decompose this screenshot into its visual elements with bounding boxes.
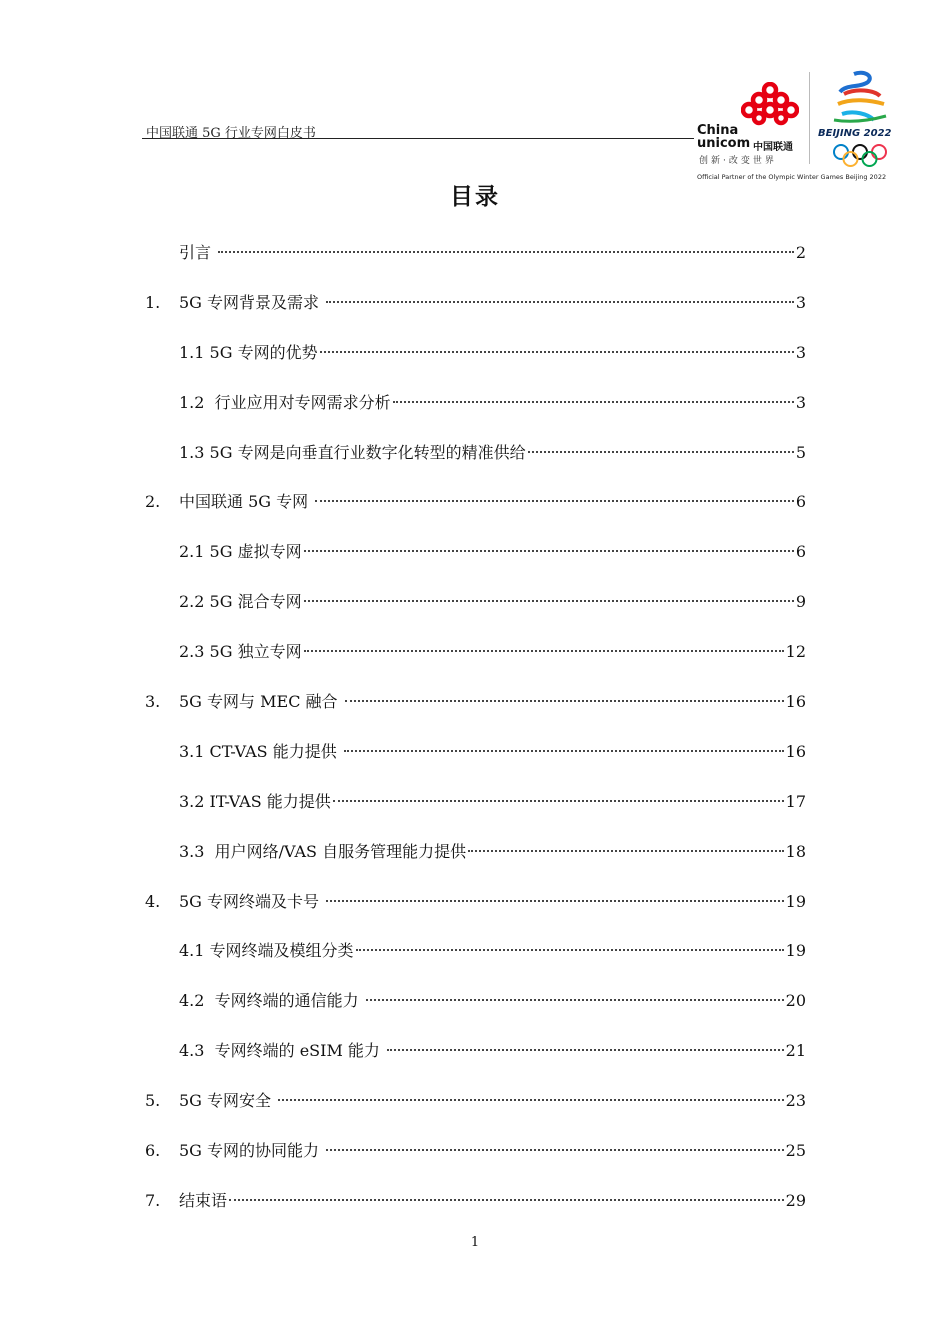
toc-dot-leader bbox=[528, 451, 794, 453]
toc-entry[interactable] bbox=[145, 388, 806, 438]
toc-entry-page: 2 bbox=[795, 243, 806, 262]
toc-entry[interactable] bbox=[145, 936, 806, 986]
toc-entry[interactable] bbox=[145, 537, 806, 587]
toc-entry-label: 2.1 5G 虚拟专网 bbox=[179, 542, 302, 562]
toc-entry-page: 9 bbox=[795, 592, 806, 612]
toc-dot-leader bbox=[304, 600, 794, 602]
toc-dot-leader bbox=[344, 750, 784, 752]
toc-entry-page: 19 bbox=[785, 891, 806, 911]
toc-entry[interactable] bbox=[145, 787, 806, 837]
toc-entry[interactable] bbox=[145, 1086, 806, 1136]
toc-entry-label: 中国联通 5G 专网 bbox=[179, 492, 314, 512]
toc-entry-page: 3 bbox=[795, 392, 806, 412]
beijing-2022-emblem-icon bbox=[824, 70, 896, 126]
toc-dot-leader bbox=[468, 850, 784, 852]
toc-dot-leader bbox=[326, 900, 784, 902]
toc-dot-leader bbox=[393, 401, 794, 403]
toc-entry-label: 3.3 用户网络/VAS 自服务管理能力提供 bbox=[179, 841, 467, 861]
unicom-brand-cn: 中国联通 bbox=[753, 142, 793, 153]
page-number: 1 bbox=[470, 1235, 480, 1250]
toc-entry-page: 16 bbox=[785, 692, 806, 712]
toc-entry-label: 5G 专网的协同能力 bbox=[179, 1141, 325, 1161]
toc-entry-page: 20 bbox=[785, 991, 806, 1011]
toc-entry-label: 引言 bbox=[179, 243, 217, 262]
toc-entry-page: 23 bbox=[785, 1091, 806, 1111]
toc-entry-page: 21 bbox=[785, 1041, 806, 1061]
toc-entry-label: 5G 专网安全 bbox=[179, 1091, 277, 1111]
china-unicom-knot-logo-icon bbox=[741, 82, 799, 126]
toc-dot-leader bbox=[345, 700, 784, 702]
toc-dot-leader bbox=[356, 949, 784, 951]
toc-entry[interactable] bbox=[145, 1036, 806, 1086]
toc-title: 目录 bbox=[450, 183, 500, 210]
toc-entry-page: 3 bbox=[795, 342, 806, 362]
toc-entry-label: 3.1 CT-VAS 能力提供 bbox=[179, 741, 342, 761]
toc-entry-page: 16 bbox=[785, 741, 806, 761]
toc-entry[interactable] bbox=[145, 986, 806, 1036]
toc-entry[interactable] bbox=[145, 737, 806, 787]
toc-entry-page: 29 bbox=[785, 1190, 806, 1210]
toc-entry-label: 5G 专网终端及卡号 bbox=[179, 891, 325, 911]
toc-entry-number: 3. bbox=[145, 692, 161, 712]
toc-dot-leader bbox=[304, 550, 794, 552]
toc-entry-label: 1.2 行业应用对专网需求分析 bbox=[179, 392, 391, 412]
toc-entry-label: 结束语 bbox=[179, 1190, 228, 1210]
toc-dot-leader bbox=[320, 351, 794, 353]
toc-entry[interactable] bbox=[145, 687, 806, 737]
page-header bbox=[142, 68, 902, 188]
toc-entry[interactable] bbox=[145, 238, 806, 288]
toc-entry-label: 4.3 专网终端的 eSIM 能力 bbox=[179, 1041, 386, 1061]
toc-entry-number: 4. bbox=[145, 891, 161, 911]
beijing-2022-text: BEIJING 2022 bbox=[818, 128, 892, 139]
toc-entry-page: 25 bbox=[785, 1141, 806, 1161]
toc-entry-page: 5 bbox=[795, 442, 806, 462]
toc-entry[interactable] bbox=[145, 837, 806, 887]
toc-entry-label: 5G 专网与 MEC 融合 bbox=[179, 692, 343, 712]
toc-entry-number: 2. bbox=[145, 492, 161, 512]
toc-entry-page: 12 bbox=[785, 642, 806, 662]
toc-dot-leader bbox=[326, 1149, 784, 1151]
toc-entry-number: 5. bbox=[145, 1091, 161, 1111]
header-rule bbox=[142, 138, 694, 139]
toc-dot-leader bbox=[326, 301, 794, 303]
toc-entry[interactable] bbox=[145, 1186, 806, 1236]
toc-entry-label: 5G 专网背景及需求 bbox=[179, 292, 325, 312]
toc-entry-number: 6. bbox=[145, 1141, 161, 1161]
toc-entry-number: 1. bbox=[145, 292, 161, 312]
document-title: 中国联通 5G 行业专网白皮书 bbox=[146, 126, 316, 141]
toc-entry-page: 17 bbox=[785, 791, 806, 811]
toc-entry-label: 1.3 5G 专网是向垂直行业数字化转型的精准供给 bbox=[179, 442, 526, 462]
olympic-rings-icon bbox=[832, 144, 888, 168]
toc-dot-leader bbox=[278, 1099, 784, 1101]
toc-entry-label: 3.2 IT-VAS 能力提供 bbox=[179, 791, 331, 811]
toc-entry-label: 4.2 专网终端的通信能力 bbox=[179, 991, 364, 1011]
toc-entry-number: 7. bbox=[145, 1190, 161, 1210]
toc-dot-leader bbox=[387, 1049, 784, 1051]
toc-entry-label: 4.1 专网终端及模组分类 bbox=[179, 941, 354, 961]
toc-entry[interactable] bbox=[145, 637, 806, 687]
olympic-partner-line: Official Partner of the Olympic Winter Games Beijing 2022 bbox=[697, 173, 887, 181]
table-of-contents bbox=[145, 238, 806, 1236]
toc-entry-page: 19 bbox=[785, 941, 806, 961]
toc-dot-leader bbox=[218, 251, 794, 253]
toc-entry-label: 1.1 5G 专网的优势 bbox=[179, 342, 318, 362]
unicom-brand-line2: unicom bbox=[697, 136, 751, 151]
toc-entry[interactable] bbox=[145, 338, 806, 388]
toc-entry-page: 3 bbox=[795, 292, 806, 312]
toc-entry-page: 6 bbox=[795, 542, 806, 562]
toc-entry[interactable] bbox=[145, 1136, 806, 1186]
toc-dot-leader bbox=[304, 650, 784, 652]
toc-dot-leader bbox=[366, 999, 784, 1001]
toc-dot-leader bbox=[229, 1199, 784, 1201]
toc-entry-page: 18 bbox=[785, 841, 806, 861]
unicom-brand-line1: China bbox=[697, 123, 739, 138]
toc-entry[interactable] bbox=[145, 288, 806, 338]
toc-entry[interactable] bbox=[145, 438, 806, 488]
toc-entry-page: 6 bbox=[795, 492, 806, 512]
toc-entry[interactable] bbox=[145, 887, 806, 937]
toc-dot-leader bbox=[315, 500, 794, 502]
toc-entry[interactable] bbox=[145, 487, 806, 537]
toc-entry[interactable] bbox=[145, 587, 806, 637]
china-unicom-logo bbox=[695, 80, 807, 166]
toc-entry-label: 2.3 5G 独立专网 bbox=[179, 642, 302, 662]
beijing-2022-logo bbox=[816, 70, 902, 170]
logo-divider bbox=[809, 72, 810, 164]
toc-dot-leader bbox=[333, 800, 784, 802]
toc-entry-label: 2.2 5G 混合专网 bbox=[179, 592, 302, 612]
unicom-slogan: 创新·改变世界 bbox=[699, 156, 777, 166]
